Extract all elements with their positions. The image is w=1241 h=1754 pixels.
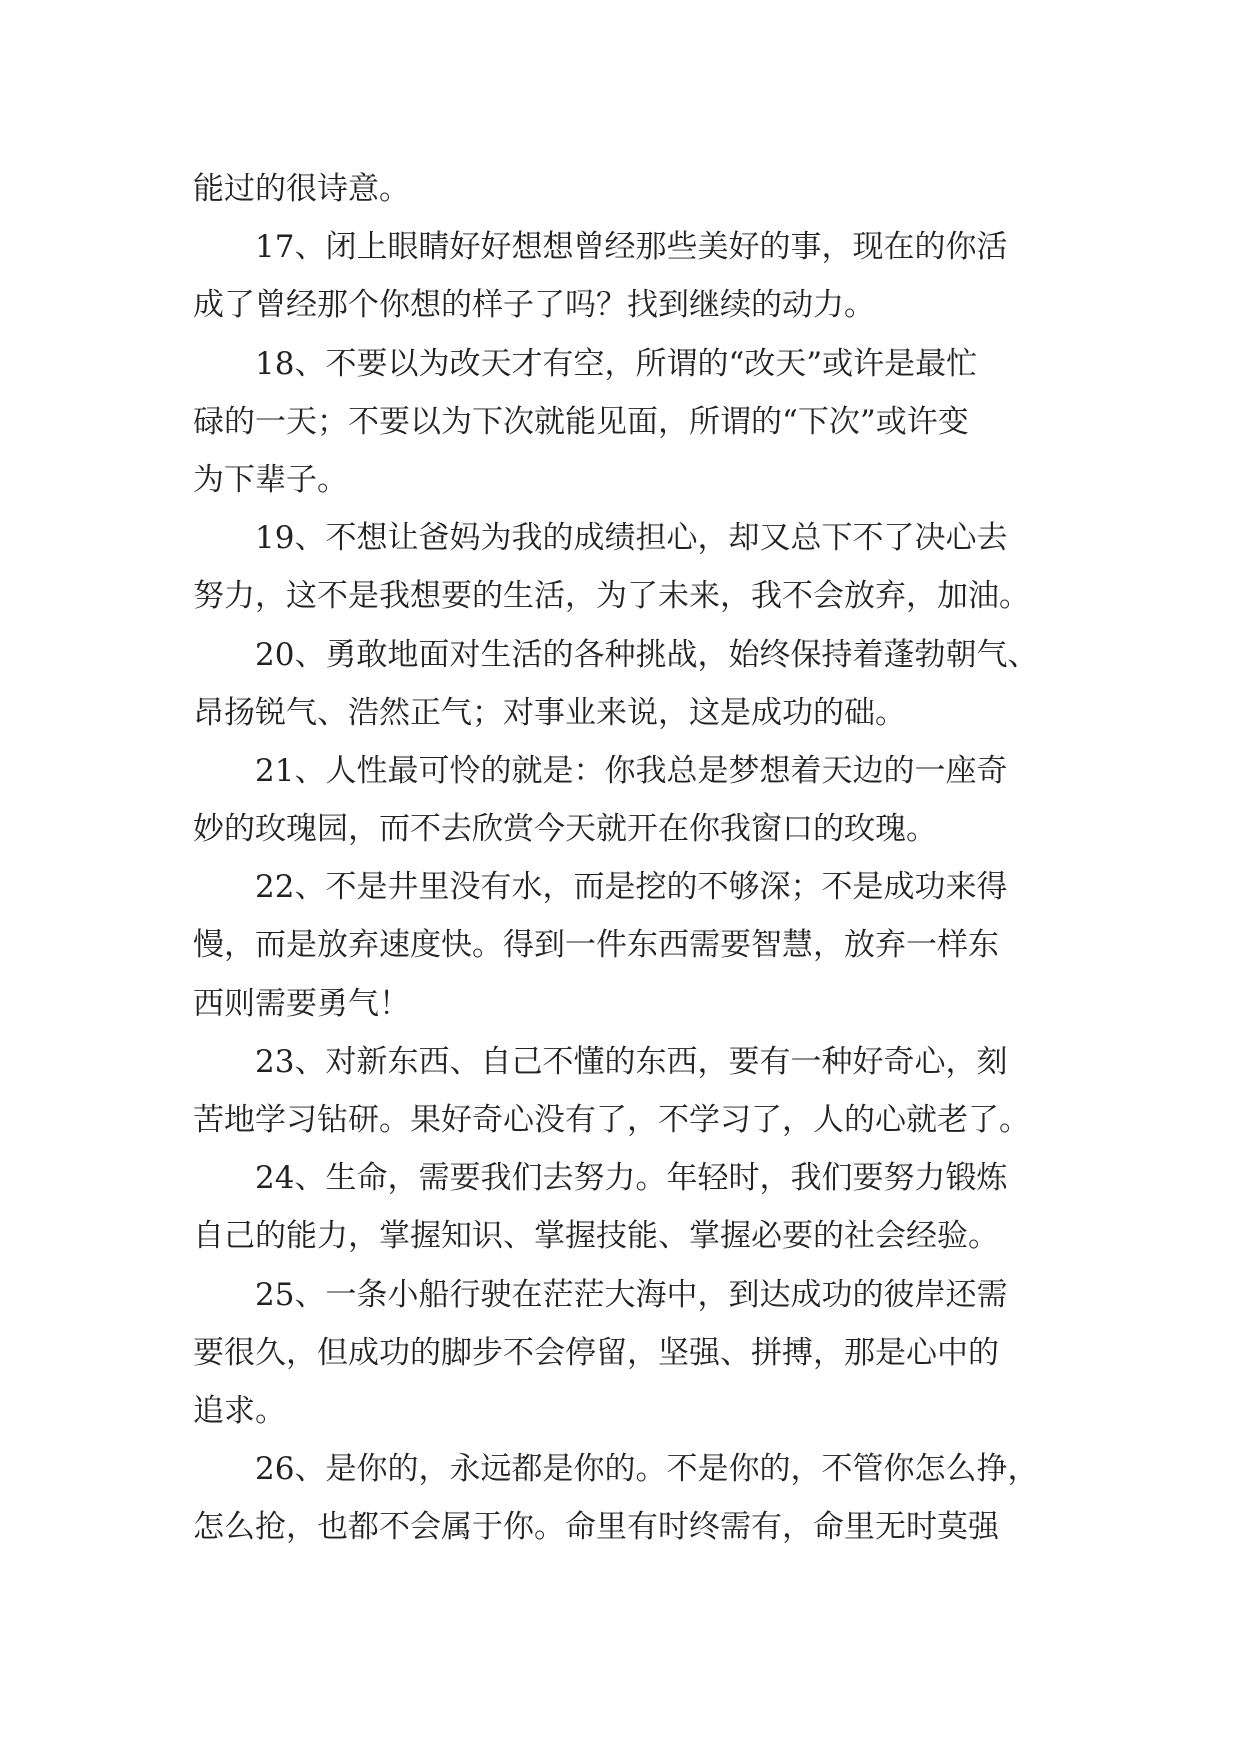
paragraph-18-line-1: 18、不要以为改天才有空，所谓的“改天”或许是最忙 bbox=[255, 345, 978, 382]
paragraph-26-line-1: 26、是你的，永远都是你的。不是你的，不管你怎么挣， bbox=[255, 1451, 1039, 1488]
paragraph-23-line-2: 苦地学习钻研。果好奇心没有了，不学习了，人的心就老了。 bbox=[193, 1102, 1030, 1138]
paragraph-22-line-1: 22、不是井里没有水，而是挖的不够深；不是成功来得 bbox=[255, 869, 1008, 906]
paragraph-19-line-1: 19、不想让爸妈为我的成绩担心，却又总下不了决心去 bbox=[255, 520, 1008, 557]
paragraph-18-line-3: 为下辈子。 bbox=[193, 461, 348, 498]
paragraph-18-line-2: 碌的一天；不要以为下次就能见面，所谓的“下次”或许变 bbox=[193, 403, 969, 440]
paragraph-17-line-2: 成了曾经那个你想的样子了吗？找到继续的动力。 bbox=[193, 287, 875, 324]
paragraph-20-line-2: 昂扬锐气、浩然正气；对事业来说，这是成功的础。 bbox=[193, 694, 906, 731]
paragraph-25-line-1: 25、一条小船行驶在茫茫大海中，到达成功的彼岸还需 bbox=[255, 1276, 1008, 1313]
paragraph-22-line-2: 慢，而是放弃速度快。得到一件东西需要智慧，放弃一样东 bbox=[193, 927, 999, 964]
document-body bbox=[193, 160, 1053, 1557]
paragraph-26-line-2: 怎么抢，也都不会属于你。命里有时终需有，命里无时莫强 bbox=[193, 1509, 999, 1546]
paragraph-25-line-2: 要很久，但成功的脚步不会停留，坚强、拼搏，那是心中的 bbox=[193, 1334, 999, 1371]
paragraph-20-line-1: 20、勇敢地面对生活的各种挑战，始终保持着蓬勃朝气、 bbox=[255, 636, 1039, 673]
paragraph-24-line-2: 自己的能力，掌握知识、掌握技能、掌握必要的社会经验。 bbox=[193, 1218, 999, 1255]
paragraph-21-line-1: 21、人性最可怜的就是：你我总是梦想着天边的一座奇 bbox=[255, 752, 1008, 789]
text-line: 能过的很诗意。 bbox=[193, 171, 410, 207]
paragraph-21-line-2: 妙的玫瑰园，而不去欣赏今天就开在你我窗口的玫瑰。 bbox=[193, 811, 937, 848]
paragraph-24-line-1: 24、生命，需要我们去努力。年轻时，我们要努力锻炼 bbox=[255, 1160, 1008, 1197]
paragraph-25-line-3: 追求。 bbox=[193, 1392, 286, 1429]
paragraph-17-line-1: 17、闭上眼睛好好想想曾经那些美好的事，现在的你活 bbox=[255, 229, 1008, 266]
paragraph-19-line-2: 努力，这不是我想要的生活，为了未来，我不会放弃，加油。 bbox=[193, 578, 1030, 615]
paragraph-22-line-3: 西则需要勇气！ bbox=[193, 985, 410, 1022]
paragraph-23-line-1: 23、对新东西、自己不懂的东西，要有一种好奇心，刻 bbox=[255, 1043, 1008, 1080]
